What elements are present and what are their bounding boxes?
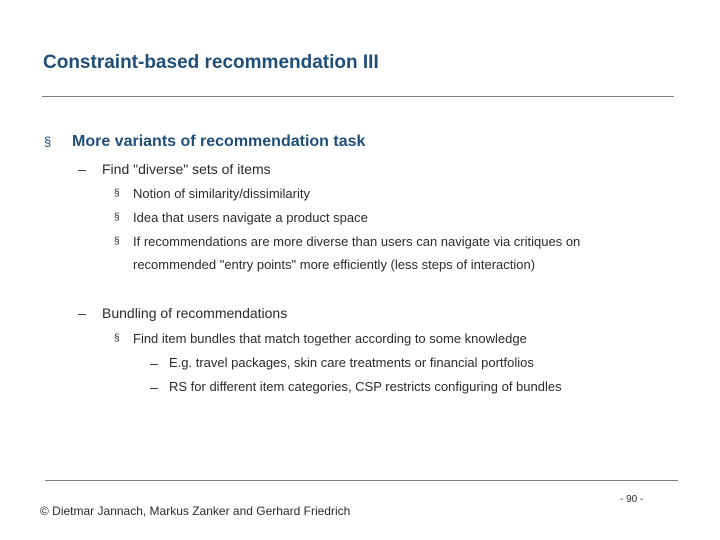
item-navigate: Idea that users navigate a product space: [133, 210, 368, 225]
page-number: - 90 -: [620, 494, 644, 505]
subitem-packages: E.g. travel packages, skin care treatments or financial portfolios: [169, 355, 534, 370]
sub-bullet-bundling: Bundling of recommendations: [102, 305, 288, 321]
slide-title: Constraint-based recommendation III: [43, 52, 379, 73]
main-bullet: More variants of recommendation task: [72, 133, 366, 150]
title-divider: [42, 96, 674, 97]
dash-marker: –: [150, 355, 158, 371]
dash-marker: –: [150, 379, 158, 395]
item-diverse-line1: If recommendations are more diverse than users can navigate via critiques on: [133, 234, 581, 249]
bullet-marker: §: [44, 134, 52, 149]
bullet-marker: §: [114, 212, 120, 223]
bullet-marker: §: [114, 236, 120, 247]
footer-divider: [45, 480, 678, 481]
dash-marker: –: [78, 305, 86, 321]
bullet-marker: §: [114, 188, 120, 199]
item-bundles: Find item bundles that match together according to some knowledge: [133, 331, 527, 346]
item-diverse-line2: recommended "entry points" more efficiently (less steps of interaction): [133, 257, 536, 272]
dash-marker: –: [78, 161, 86, 177]
subitem-categories: RS for different item categories, CSP restricts configuring of bundles: [169, 379, 562, 394]
item-similarity: Notion of similarity/dissimilarity: [133, 186, 310, 201]
bullet-marker: §: [114, 333, 120, 344]
footer-credit: © Dietmar Jannach, Markus Zanker and Gerhard Friedrich: [40, 504, 351, 518]
sub-bullet-diverse: Find "diverse" sets of items: [102, 161, 271, 177]
